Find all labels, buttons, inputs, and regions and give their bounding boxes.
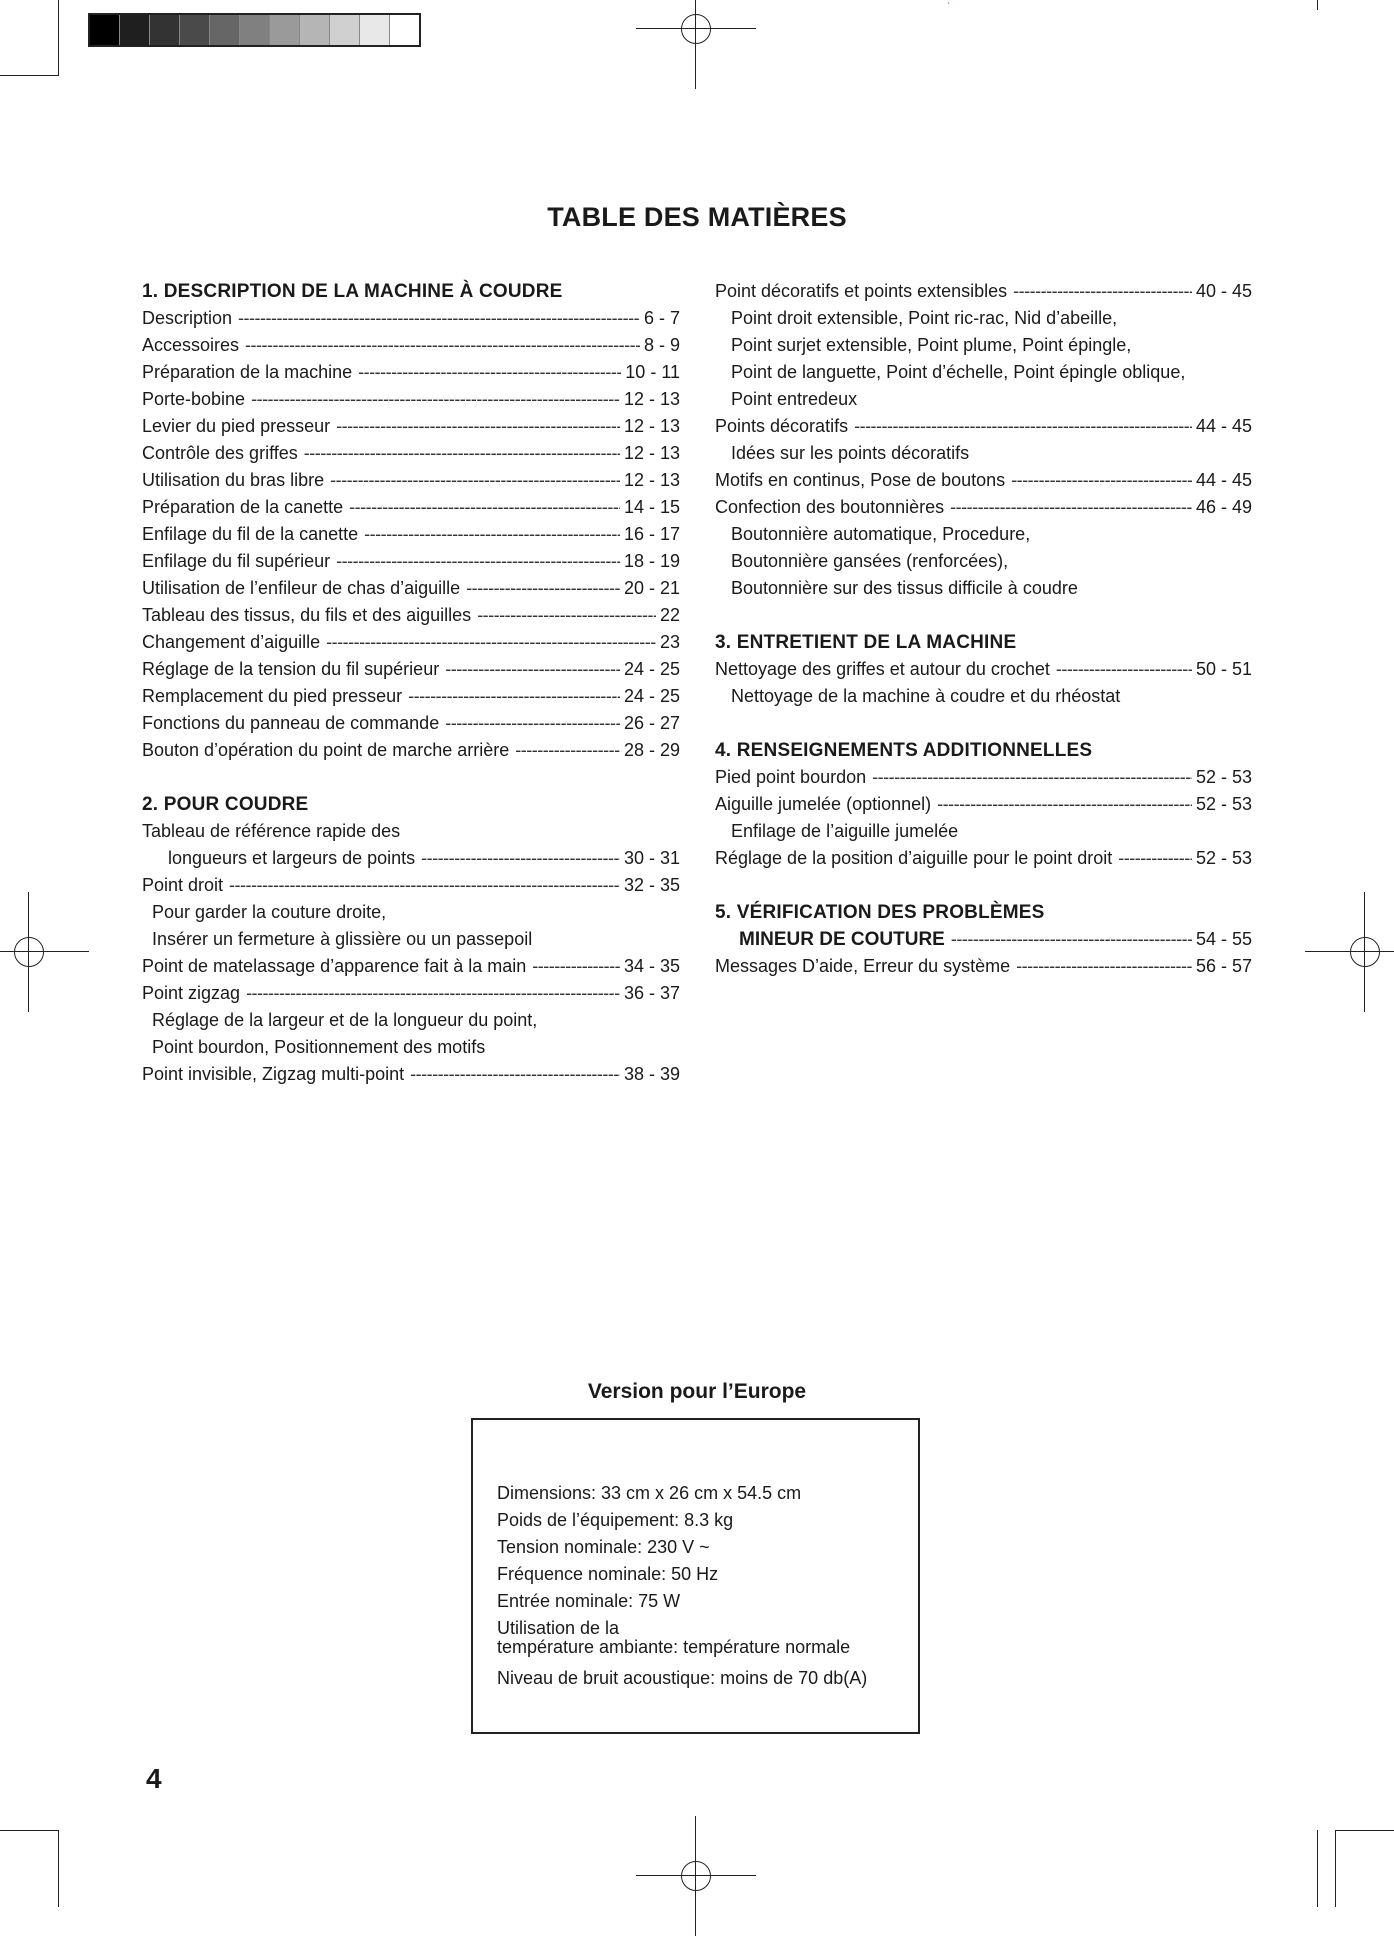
section-heading-continued	[715, 926, 1252, 953]
toc-entry-label: Tableau des tissus, du fils et des aiguilles	[142, 605, 472, 625]
toc-entry-label: Préparation de la machine	[142, 362, 353, 382]
leader-dashes	[421, 845, 620, 872]
toc-page-number: 30 - 31	[623, 848, 680, 868]
page-number: 4	[146, 1763, 162, 1794]
leader-dashes	[336, 548, 620, 575]
toc-entry-label: Description	[142, 308, 233, 328]
color-swatch	[240, 15, 270, 45]
toc-entry	[715, 413, 1252, 440]
toc-entry-label: Point droit extensible, Point ric-rac, Nid d’abeille,	[731, 308, 1118, 328]
color-swatch	[300, 15, 330, 45]
leader-dashes	[1118, 845, 1192, 872]
toc-entry	[715, 440, 1252, 467]
toc-page-number: 26 - 27	[623, 713, 680, 733]
toc-entry	[715, 521, 1252, 548]
section-gap	[715, 872, 1252, 899]
toc-entry	[142, 980, 680, 1007]
leader-dashes	[532, 953, 620, 980]
leader-dashes	[358, 359, 621, 386]
toc-page-number: 10 - 11	[625, 362, 680, 382]
toc-entry	[715, 359, 1252, 386]
leader-dashes	[854, 413, 1192, 440]
toc-entry-label: Utilisation de l’enfileur de chas d’aiguille	[142, 578, 461, 598]
leader-dashes	[304, 440, 620, 467]
section-heading: 2. POUR COUDRE	[142, 794, 309, 815]
toc-entry-label: Enfilage du fil supérieur	[142, 551, 331, 571]
registration-mark-left	[0, 892, 89, 1012]
leader-dashes	[229, 872, 620, 899]
color-swatch	[360, 15, 390, 45]
toc-entry-label: Insérer un fermeture à glissière ou un passepoil	[152, 929, 533, 949]
color-swatch	[330, 15, 360, 45]
spec-line-operating-temperature	[497, 1619, 867, 1657]
spec-line: Fréquence nominale: 50 Hz	[497, 1564, 719, 1584]
crop-mark	[58, 0, 59, 76]
toc-entry	[715, 305, 1252, 332]
color-swatch	[210, 15, 240, 45]
toc-entry-label: Point bourdon, Positionnement des motifs	[152, 1037, 486, 1057]
toc-entry-label: Messages D’aide, Erreur du système	[715, 956, 1011, 976]
toc-entry-label: Réglage de la largeur et de la longueur du point,	[152, 1010, 538, 1030]
toc-entry-label: Réglage de la position d’aiguille pour le point droit	[715, 848, 1113, 868]
toc-entry	[142, 656, 680, 683]
toc-entry-label: Accessoires	[142, 335, 240, 355]
toc-page-number: 44 - 45	[1195, 470, 1252, 490]
toc-entry	[715, 818, 1252, 845]
color-swatch	[180, 15, 210, 45]
toc-entry	[715, 791, 1252, 818]
toc-entry	[142, 494, 680, 521]
leader-dashes	[937, 791, 1192, 818]
toc-page-number: 24 - 25	[623, 659, 680, 679]
crop-mark	[1335, 1830, 1336, 1907]
toc-entry	[142, 602, 680, 629]
toc-entry	[142, 737, 680, 764]
toc-page-number: 52 - 53	[1195, 848, 1252, 868]
toc-page-number: 52 - 53	[1195, 767, 1252, 787]
toc-entry-label: Enfilage de l’aiguille jumelée	[731, 821, 959, 841]
toc-entry	[715, 683, 1252, 710]
registration-mark-top	[636, 0, 756, 89]
leader-dashes	[445, 710, 620, 737]
toc-entry-label: Point surjet extensible, Point plume, Point épingle,	[731, 335, 1132, 355]
toc-left-column	[142, 278, 680, 1088]
section-heading: 5. VÉRIFICATION DES PROBLÈMES	[715, 902, 1045, 923]
leader-dashes	[1056, 656, 1192, 683]
leader-dashes	[466, 575, 620, 602]
toc-entry	[142, 305, 680, 332]
color-swatch	[150, 15, 180, 45]
spec-line-part: température ambiante: température normale	[497, 1637, 851, 1657]
toc-entry-label: Point droit	[142, 875, 224, 895]
page-title: TABLE DES MATIÈRES	[547, 202, 847, 232]
toc-entry-label: Enfilage du fil de la canette	[142, 524, 359, 544]
toc-entry-label: Pour garder la couture droite,	[152, 902, 387, 922]
leader-dashes	[245, 332, 640, 359]
toc-entry	[142, 953, 680, 980]
toc-entry	[142, 845, 680, 872]
toc-page-number: 14 - 15	[623, 497, 680, 517]
toc-entry-label: Boutonnière sur des tissus difficile à coudre	[731, 578, 1078, 598]
toc-page-number: 40 - 45	[1195, 281, 1252, 301]
print-mark-dot: ˋ	[947, 2, 951, 13]
toc-page-number: 20 - 21	[623, 578, 680, 598]
leader-dashes	[364, 521, 620, 548]
leader-dashes	[872, 764, 1192, 791]
toc-entry-label: Nettoyage de la machine à coudre et du rhéostat	[731, 686, 1121, 706]
color-swatch	[390, 15, 419, 45]
leader-dashes	[410, 1061, 620, 1088]
toc-entry	[715, 494, 1252, 521]
leader-dashes	[336, 413, 620, 440]
crop-mark	[1317, 1830, 1318, 1907]
toc-page-number: 6 - 7	[643, 308, 680, 328]
toc-page-number: 38 - 39	[623, 1064, 680, 1084]
toc-entry	[142, 548, 680, 575]
toc-entry-label: Boutonnière gansées (renforcées),	[731, 551, 1009, 571]
leader-dashes	[477, 602, 656, 629]
section-gap	[715, 602, 1252, 629]
leader-dashes	[950, 494, 1192, 521]
toc-right-column	[715, 278, 1252, 980]
leader-dashes	[349, 494, 620, 521]
toc-entry-label: Tableau de référence rapide des	[142, 821, 401, 841]
toc-entry	[715, 656, 1252, 683]
toc-page-number: 22	[659, 605, 680, 625]
section-heading: 4. RENSEIGNEMENTS ADDITIONNELLES	[715, 740, 1093, 761]
leader-dashes	[238, 305, 640, 332]
color-swatch	[90, 15, 120, 45]
specifications-list	[497, 1480, 867, 1692]
toc-page-number: 23	[659, 632, 680, 652]
toc-page-number: 12 - 13	[623, 389, 680, 409]
toc-page-number: 46 - 49	[1195, 497, 1252, 517]
toc-entry	[142, 1007, 680, 1034]
toc-entry-label: Préparation de la canette	[142, 497, 344, 517]
toc-page-number: 12 - 13	[623, 416, 680, 436]
toc-page-number: 12 - 13	[623, 470, 680, 490]
toc-entry-label: Points décoratifs	[715, 416, 849, 436]
toc-page-number: 54 - 55	[1195, 929, 1252, 949]
toc-entry	[142, 1061, 680, 1088]
section-gap	[142, 764, 680, 791]
crop-mark	[58, 1830, 59, 1907]
toc-page-number: 28 - 29	[623, 740, 680, 760]
toc-entry	[142, 332, 680, 359]
toc-page-number: 24 - 25	[623, 686, 680, 706]
toc-entry	[142, 683, 680, 710]
toc-entry-label: Porte-bobine	[142, 389, 246, 409]
toc-page-number: 32 - 35	[623, 875, 680, 895]
leader-dashes	[330, 467, 620, 494]
toc-entry	[715, 764, 1252, 791]
toc-entry	[715, 332, 1252, 359]
color-swatch	[120, 15, 150, 45]
toc-entry-label: Bouton d’opération du point de marche arrière	[142, 740, 510, 760]
spec-line: Dimensions: 33 cm x 26 cm x 54.5 cm	[497, 1483, 802, 1503]
leader-dashes	[445, 656, 620, 683]
toc-page-number: 50 - 51	[1195, 659, 1252, 679]
toc-page-number: 52 - 53	[1195, 794, 1252, 814]
toc-entry	[715, 386, 1252, 413]
crop-mark	[1317, 0, 1318, 10]
toc-entry-label: Remplacement du pied presseur	[142, 686, 403, 706]
toc-entry-label: Point de languette, Point d’échelle, Point épingle oblique,	[731, 362, 1186, 382]
leader-dashes	[1011, 467, 1192, 494]
toc-entry	[142, 467, 680, 494]
spec-line: Poids de l’équipement: 8.3 kg	[497, 1510, 734, 1530]
toc-entry	[142, 1034, 680, 1061]
leader-dashes	[251, 386, 620, 413]
toc-page-number: 8 - 9	[643, 335, 680, 355]
section-heading: 3. ENTRETIENT DE LA MACHINE	[715, 632, 1017, 653]
toc-entry	[715, 953, 1252, 980]
toc-entry	[715, 278, 1252, 305]
toc-page-number: 36 - 37	[623, 983, 680, 1003]
toc-entry-label: Point de matelassage d’apparence fait à la main	[142, 956, 527, 976]
toc-entry	[142, 710, 680, 737]
toc-entry	[142, 818, 680, 845]
toc-entry	[142, 359, 680, 386]
toc-entry-label: Motifs en continus, Pose de boutons	[715, 470, 1006, 490]
crop-mark	[1335, 1830, 1394, 1831]
toc-entry-label: Point zigzag	[142, 983, 241, 1003]
toc-entry-label: Nettoyage des griffes et autour du crochet	[715, 659, 1050, 679]
toc-entry	[715, 467, 1252, 494]
toc-entry	[715, 845, 1252, 872]
specifications-box	[471, 1418, 920, 1734]
toc-entry	[142, 926, 680, 953]
registration-mark-right	[1305, 892, 1394, 1012]
toc-entry	[142, 521, 680, 548]
toc-entry	[142, 386, 680, 413]
registration-mark-bottom	[636, 1816, 756, 1936]
toc-entry	[142, 413, 680, 440]
toc-entry	[142, 575, 680, 602]
section-heading: 1. DESCRIPTION DE LA MACHINE À COUDRE	[142, 281, 563, 302]
spec-line-part: Utilisation de la	[497, 1618, 620, 1638]
toc-entry	[142, 629, 680, 656]
section-gap	[715, 710, 1252, 737]
toc-entry	[142, 872, 680, 899]
color-swatch	[270, 15, 300, 45]
toc-page-number: 56 - 57	[1195, 956, 1252, 976]
toc-entry-label: Pied point bourdon	[715, 767, 867, 787]
version-title: Version pour l’Europe	[587, 1380, 807, 1403]
spec-line: Entrée nominale: 75 W	[497, 1591, 681, 1611]
leader-dashes	[1016, 953, 1192, 980]
toc-entry-label: Changement d’aiguille	[142, 632, 321, 652]
toc-entry	[142, 440, 680, 467]
crop-mark	[0, 75, 59, 76]
leader-dashes	[326, 629, 656, 656]
toc-entry-label: Réglage de la tension du fil supérieur	[142, 659, 440, 679]
toc-entry	[142, 899, 680, 926]
toc-entry-label: Fonctions du panneau de commande	[142, 713, 440, 733]
toc-entry-label: Point invisible, Zigzag multi-point	[142, 1064, 405, 1084]
toc-entry	[715, 548, 1252, 575]
toc-entry-label: Contrôle des griffes	[142, 443, 298, 463]
toc-page-number: 12 - 13	[623, 443, 680, 463]
toc-page-number: 44 - 45	[1195, 416, 1252, 436]
toc-entry-label: Aiguille jumelée (optionnel)	[715, 794, 932, 814]
leader-dashes	[1013, 278, 1192, 305]
toc-entry-label: Point décoratifs et points extensibles	[715, 281, 1008, 301]
leader-dashes	[515, 737, 620, 764]
color-calibration-bar	[88, 13, 421, 47]
toc-entry-label: Levier du pied presseur	[142, 416, 331, 436]
crop-mark	[0, 1830, 59, 1831]
toc-entry	[715, 575, 1252, 602]
toc-entry-label: longueurs et largeurs de points	[168, 848, 416, 868]
spec-line: Niveau de bruit acoustique: moins de 70 db(A)	[497, 1668, 868, 1688]
toc-page-number: 18 - 19	[623, 551, 680, 571]
leader-dashes	[246, 980, 620, 1007]
toc-entry-label: Confection des boutonnières	[715, 497, 945, 517]
section-heading-label: MINEUR DE COUTURE	[739, 929, 945, 950]
toc-entry-label: Point entredeux	[731, 389, 858, 409]
spec-line: Tension nominale: 230 V ~	[497, 1537, 710, 1557]
toc-entry-label: Utilisation du bras libre	[142, 470, 325, 490]
toc-entry-label: Idées sur les points décoratifs	[731, 443, 970, 463]
toc-page-number: 34 - 35	[623, 956, 680, 976]
toc-entry-label: Boutonnière automatique, Procedure,	[731, 524, 1031, 544]
leader-dashes	[408, 683, 620, 710]
leader-dashes	[951, 926, 1192, 953]
toc-page-number: 16 - 17	[623, 524, 680, 544]
